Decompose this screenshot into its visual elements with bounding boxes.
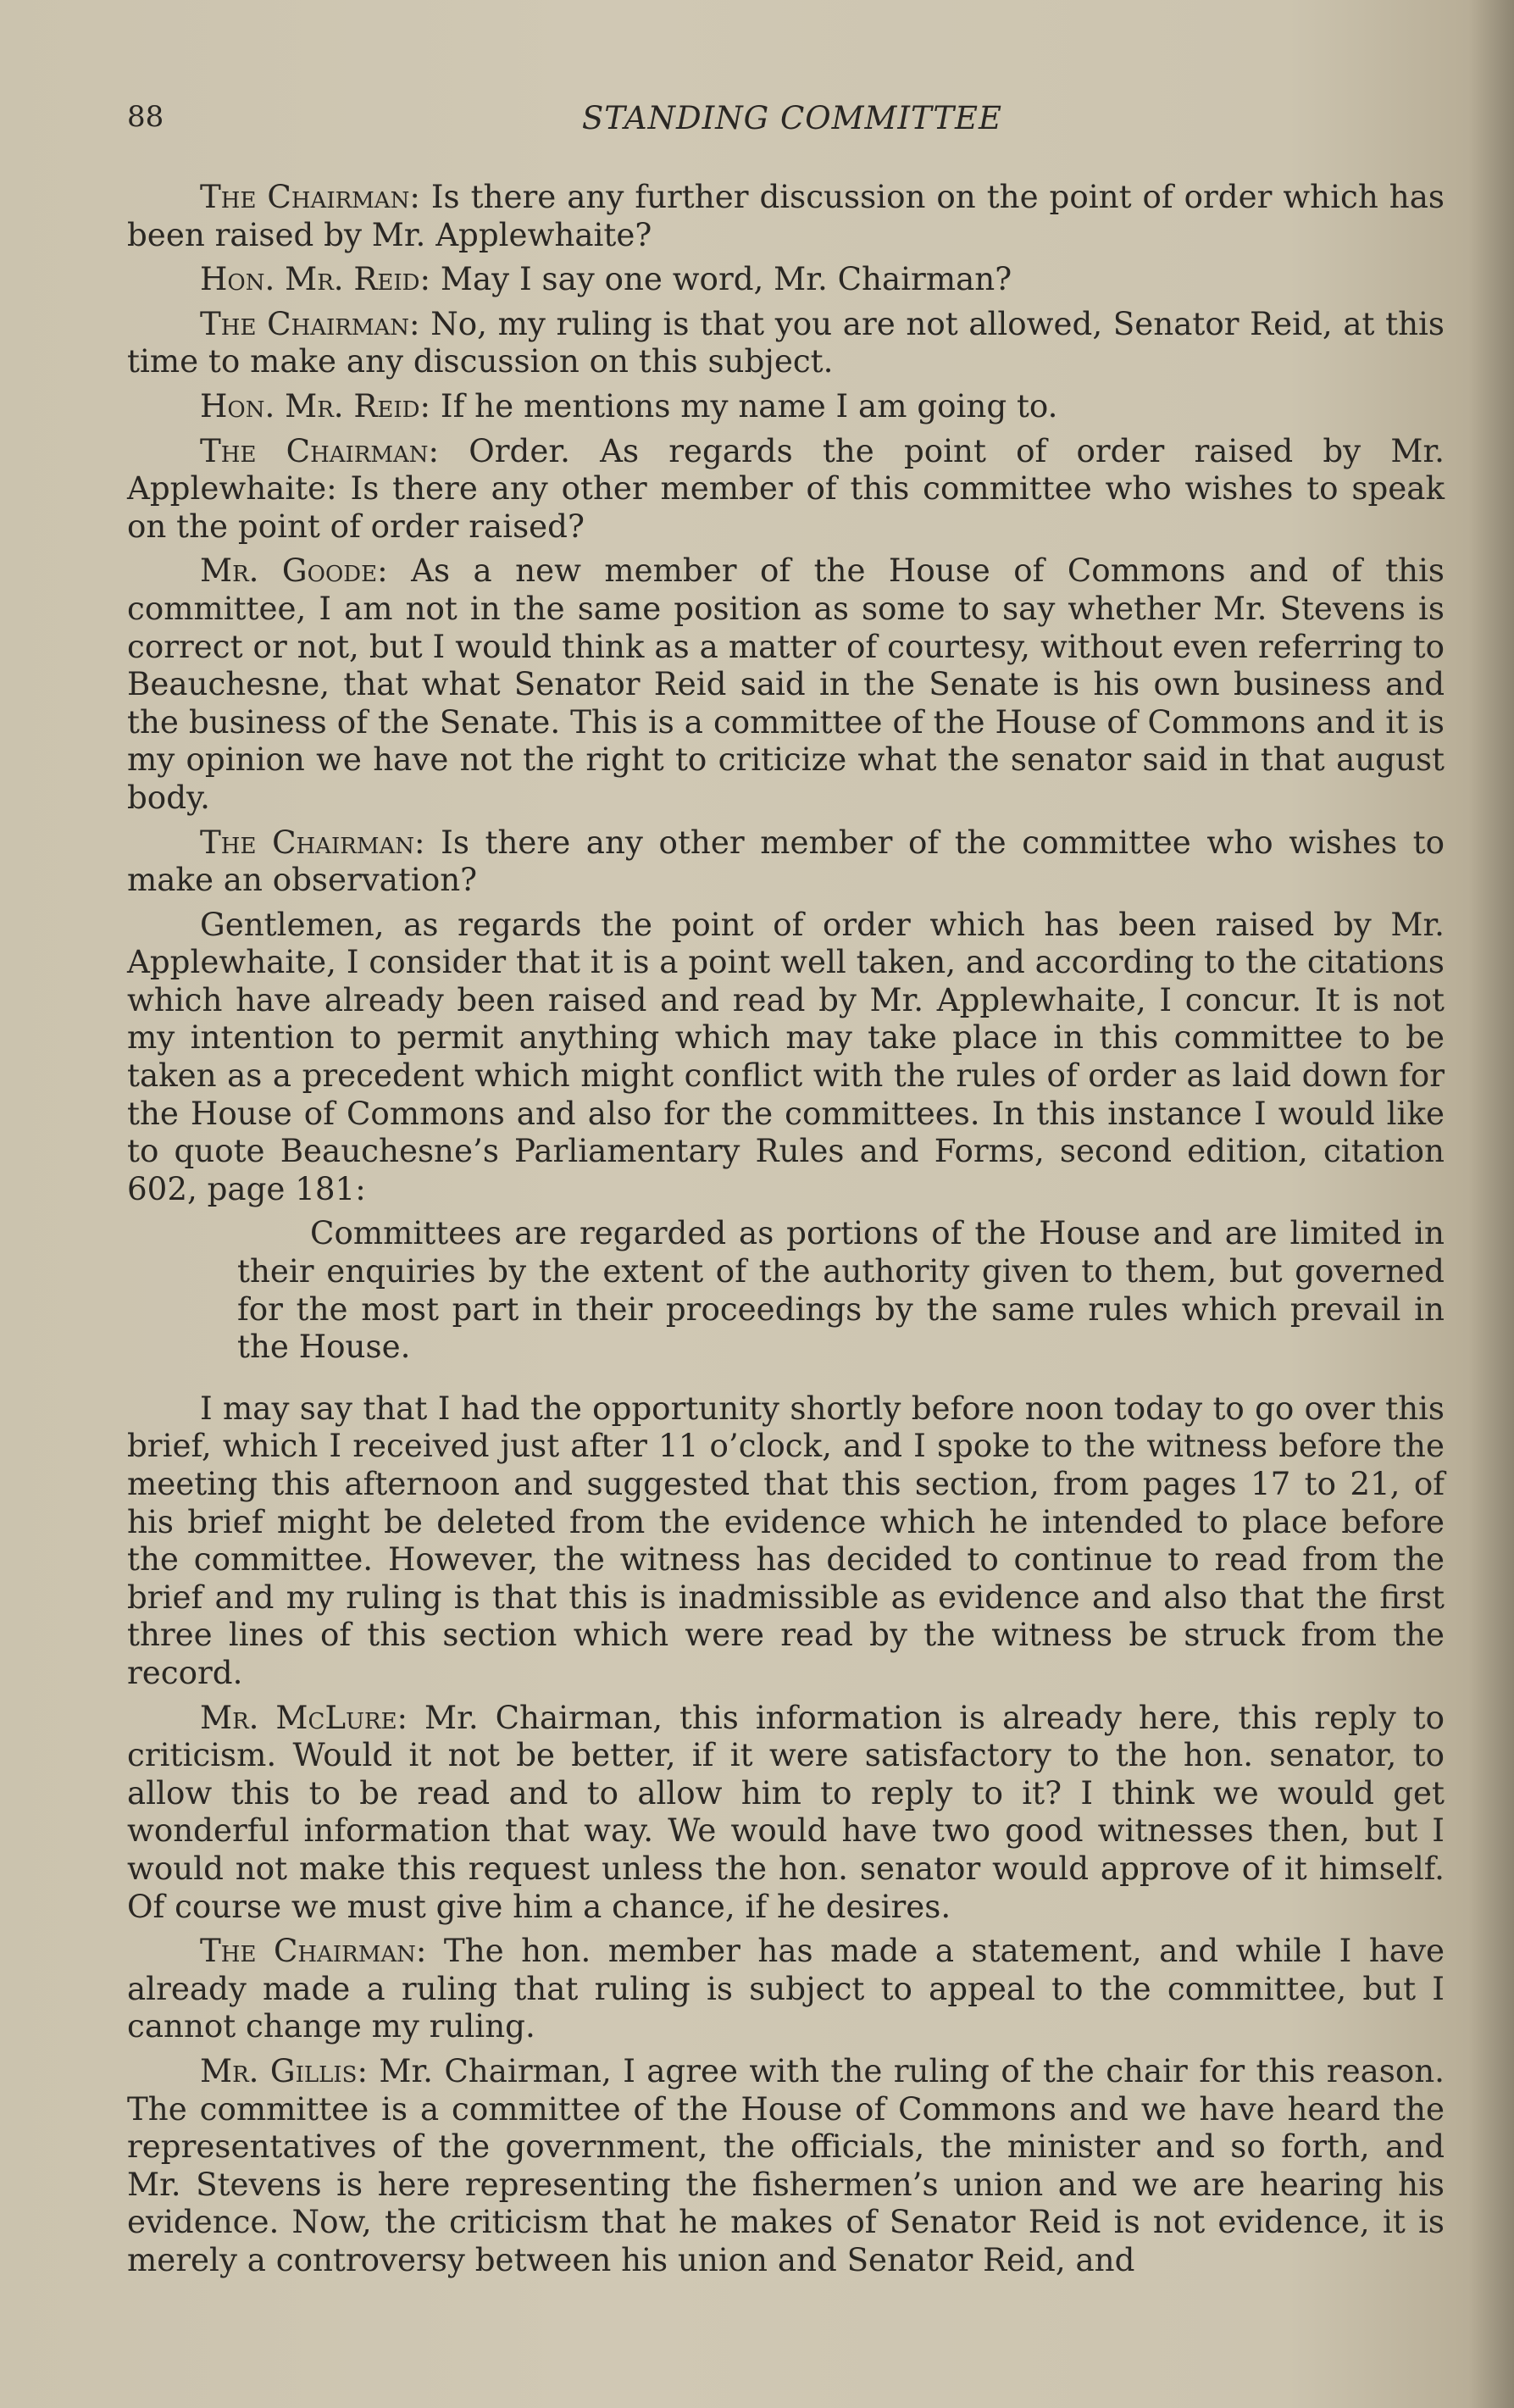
speaker-name: The Chairman:: [200, 178, 420, 215]
paragraph-text: As a new member of the House of Commons and of this committee, I am not in the same position as some to say whether Mr. Stevens is correct or not, but I would think as a matter of courtesy, without even referring to Beauchesne, that what Senator Reid said in the Senate is his own business and the business of the Senate. This is a committee of the House of Commons and it is my opinion we have not the right to criticize what the senator said in that august body.: [127, 552, 1445, 816]
paragraph: [127, 2052, 1445, 2279]
paragraph-text: I may say that I had the opportunity shortly before noon today to go over this brief, which I received just after 11 o’clock, and I spoke to the witness before the meeting this afternoon and suggested that this section, from pages 17 to 21, of his brief might be deleted from the evidence which he intended to place before the committee. However, the witness has decided to continue to read from the brief and my ruling is that this is inadmissible as evidence and also that the first three lines of this section which were read by the witness be struck from the record.: [127, 1389, 1445, 1691]
paragraph: [127, 1932, 1445, 2045]
speaker-name: Hon. Mr. Reid:: [200, 260, 431, 298]
paragraph: [127, 1699, 1445, 1926]
page-number: 88: [127, 100, 164, 134]
paragraph-text: Mr. Chairman, this information is already here, this reply to criticism. Would it not be better, if it were satisfactory to the hon. senator, to allow this to be read and to allow him to reply to it? I think we would get wonderful information that way. We would have two good witnesses then, but I would not make this request unless the hon. senator would approve of it himself. Of course we must give him a chance, if he desires.: [127, 1698, 1445, 1925]
speaker-name: The Chairman:: [200, 304, 420, 342]
speaker-name: Mr. McLure:: [200, 1698, 408, 1736]
paragraph: [127, 906, 1445, 1208]
paragraph-text: Is there any further discussion on the point of order which has been raised by Mr. Applewhaite?: [127, 178, 1445, 253]
paragraph-text: Order. As regards the point of order raised by Mr. Applewhaite: Is there any other member of this committee who wishes to speak on the point of order raised?: [127, 431, 1445, 545]
speaker-name: The Chairman:: [200, 823, 425, 861]
paragraph: [127, 178, 1445, 253]
speaker-name: The Chairman:: [200, 1932, 427, 1970]
page-body: [127, 178, 1445, 2285]
paragraph-text: No, my ruling is that you are not allowed, Senator Reid, at this time to make any discussion on this subject.: [127, 304, 1445, 380]
paragraph: [127, 552, 1445, 816]
paragraph: [127, 387, 1445, 425]
paragraph: [127, 260, 1445, 298]
paragraph: [127, 432, 1445, 546]
running-head: STANDING COMMITTEE: [581, 100, 1003, 136]
speaker-name: Mr. Gillis:: [200, 2051, 368, 2089]
speaker-name: Mr. Goode:: [200, 552, 388, 590]
paragraph: [127, 824, 1445, 899]
paragraph-text: Gentlemen, as regards the point of order which has been raised by Mr. Applewhaite, I consider that it is a point well taken, and according to the citations which have already been raised and read by Mr. Applewhaite, I concur. It is not my intention to permit anything which may take place in this committee to be taken as a precedent which might conflict with the rules of order as laid down for the House of Commons and also for the committees. In this instance I would like to quote Beauchesne’s Parliamentary Rules and Forms, second edition, citation 602, page 181:: [127, 905, 1445, 1207]
paragraph-text: The hon. member has made a statement, and while I have already made a ruling that ruling is subject to appeal to the committee, but I cannot change my ruling.: [127, 1932, 1445, 2045]
speaker-name: Hon. Mr. Reid:: [200, 386, 431, 424]
speaker-name: The Chairman:: [200, 431, 440, 469]
block-quote: [127, 1214, 1445, 1365]
quote-text: Committees are regarded as portions of the House and are limited in their enquiries by the extent of the authority given to them, but governed for the most part in their proceedings by the same rules which prevail in the House.: [237, 1214, 1445, 1366]
page-header: [127, 100, 1440, 151]
paragraph-text: Is there any other member of the committee who wishes to make an observation?: [127, 823, 1445, 899]
paragraph-text: May I say one word, Mr. Chairman?: [440, 260, 1012, 298]
paragraph-text: Mr. Chairman, I agree with the ruling of the chair for this reason. The committee is a committee of the House of Commons and we have heard the representatives of the government, the officials, the minister and so forth, and Mr. Stevens is here representing the fishermen’s union and we are hearing his evidence. Now, the criticism that he makes of Senator Reid is not evidence, it is merely a controversy between his union and Senator Reid, and: [127, 2051, 1445, 2278]
paragraph: [127, 1390, 1445, 1692]
paragraph: [127, 305, 1445, 380]
paragraph-text: If he mentions my name I am going to.: [440, 386, 1058, 424]
